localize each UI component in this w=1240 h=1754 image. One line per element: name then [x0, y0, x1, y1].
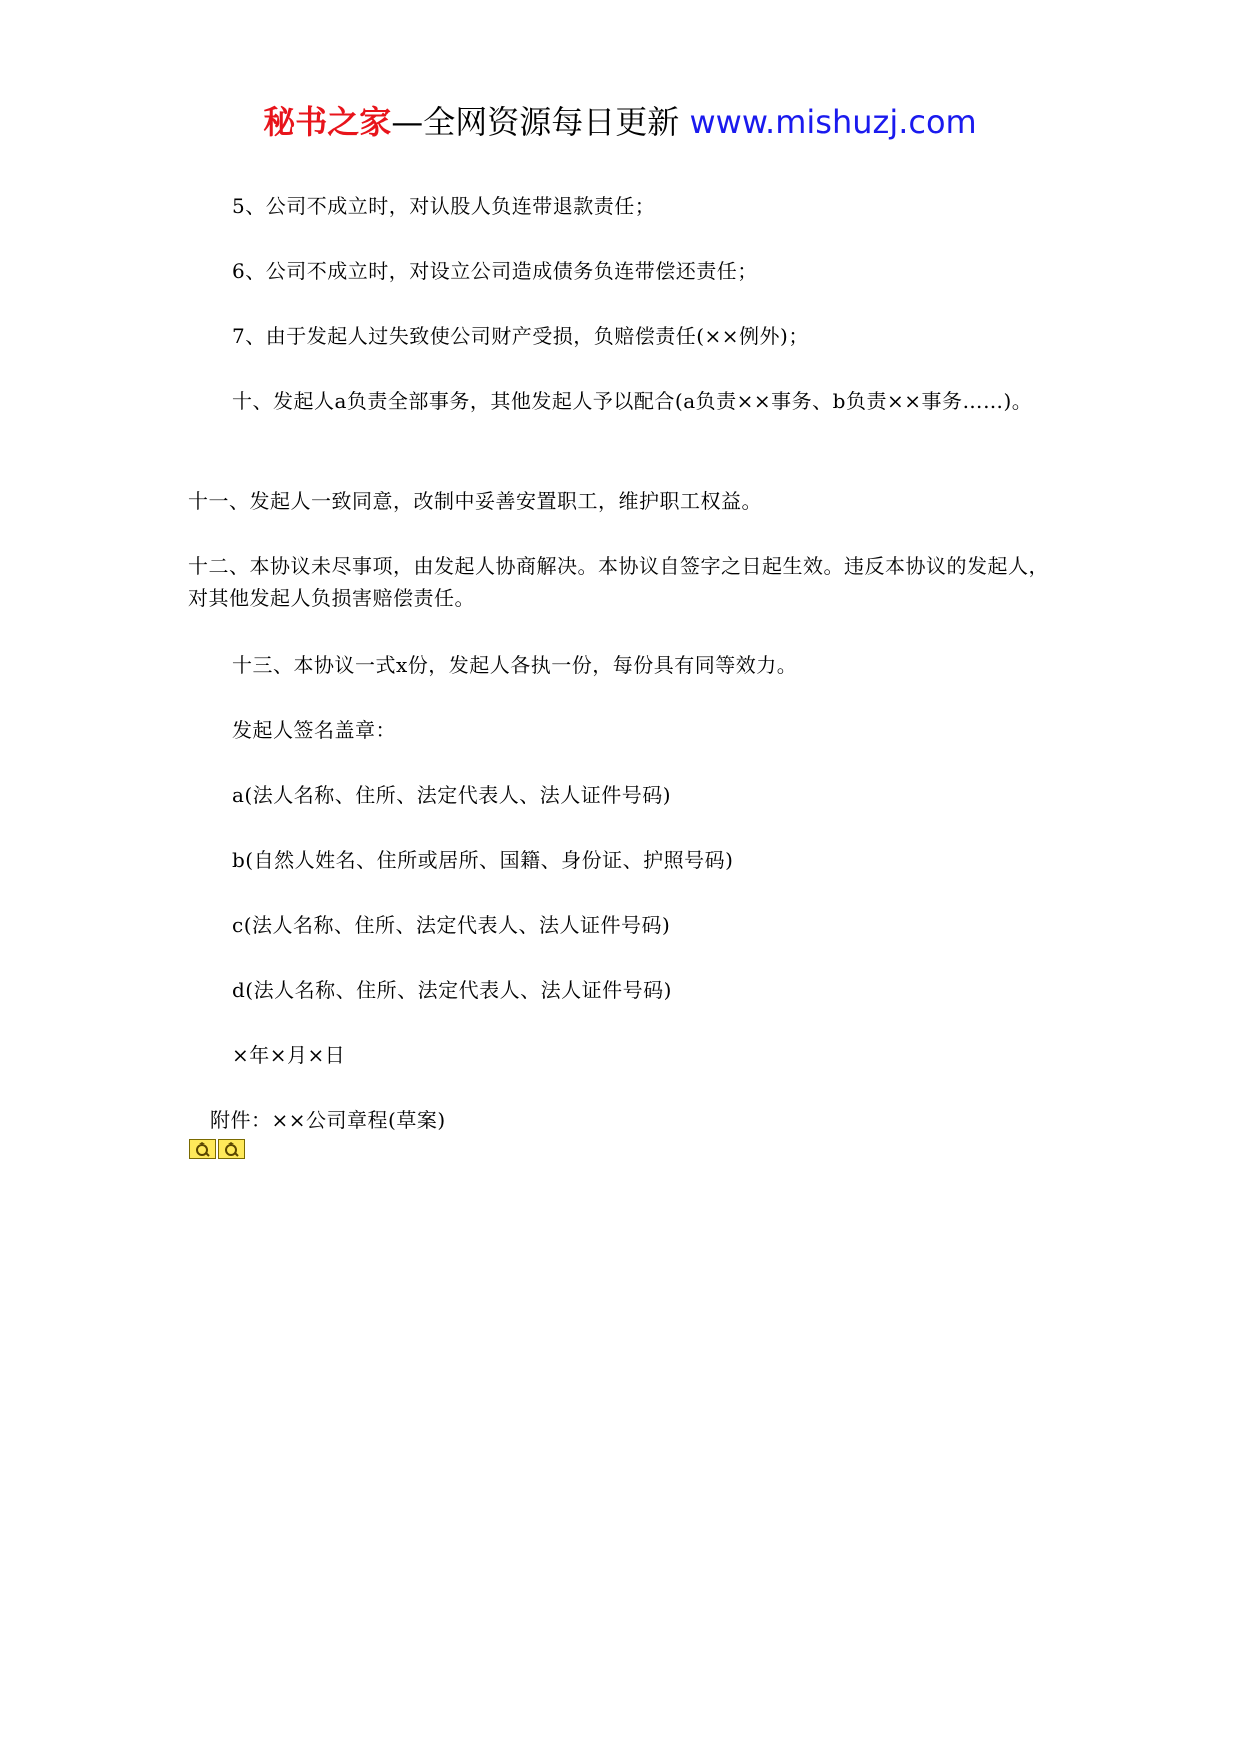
header-url[interactable]: www.mishuzj.com	[689, 103, 977, 141]
clause-7: 7、由于发起人过失致使公司财产受损，负赔偿责任(××例外)；	[232, 324, 809, 348]
article-10: 十、发起人a负责全部事务，其他发起人予以配合(a负责××事务、b负责××事务……)。	[232, 389, 1033, 413]
nav-icon[interactable]	[218, 1139, 245, 1159]
signatory-c: c(法人名称、住所、法定代表人、法人证件号码)	[232, 913, 671, 937]
page-header	[0, 100, 1240, 144]
signature-heading: 发起人签名盖章：	[232, 718, 396, 742]
clause-5: 5、公司不成立时，对认股人负连带退款责任；	[232, 194, 656, 218]
header-slogan: —全网资源每日更新	[391, 103, 680, 141]
article-13: 十三、本协议一式x份，发起人各执一份，每份具有同等效力。	[232, 653, 798, 677]
brand-name: 秘书之家	[263, 103, 392, 141]
icon-row	[189, 1139, 245, 1159]
clause-6: 6、公司不成立时，对设立公司造成债务负连带偿还责任；	[232, 259, 758, 283]
attachment-line: 附件：××公司章程(草案)	[210, 1108, 446, 1132]
article-11: 十一、发起人一致同意，改制中妥善安置职工，维护职工权益。	[188, 489, 762, 513]
signatory-a: a(法人名称、住所、法定代表人、法人证件号码)	[232, 783, 672, 807]
date-line: ×年×月×日	[232, 1043, 346, 1067]
signatory-d: d(法人名称、住所、法定代表人、法人证件号码)	[232, 978, 672, 1002]
nav-icon[interactable]	[189, 1139, 216, 1159]
article-12: 十二、本协议未尽事项，由发起人协商解决。本协议自签字之日起生效。违反本协议的发起人，对其他发起人负损害赔偿责任。	[188, 554, 1049, 610]
signatory-b: b(自然人姓名、住所或居所、国籍、身份证、护照号码)	[232, 848, 734, 872]
